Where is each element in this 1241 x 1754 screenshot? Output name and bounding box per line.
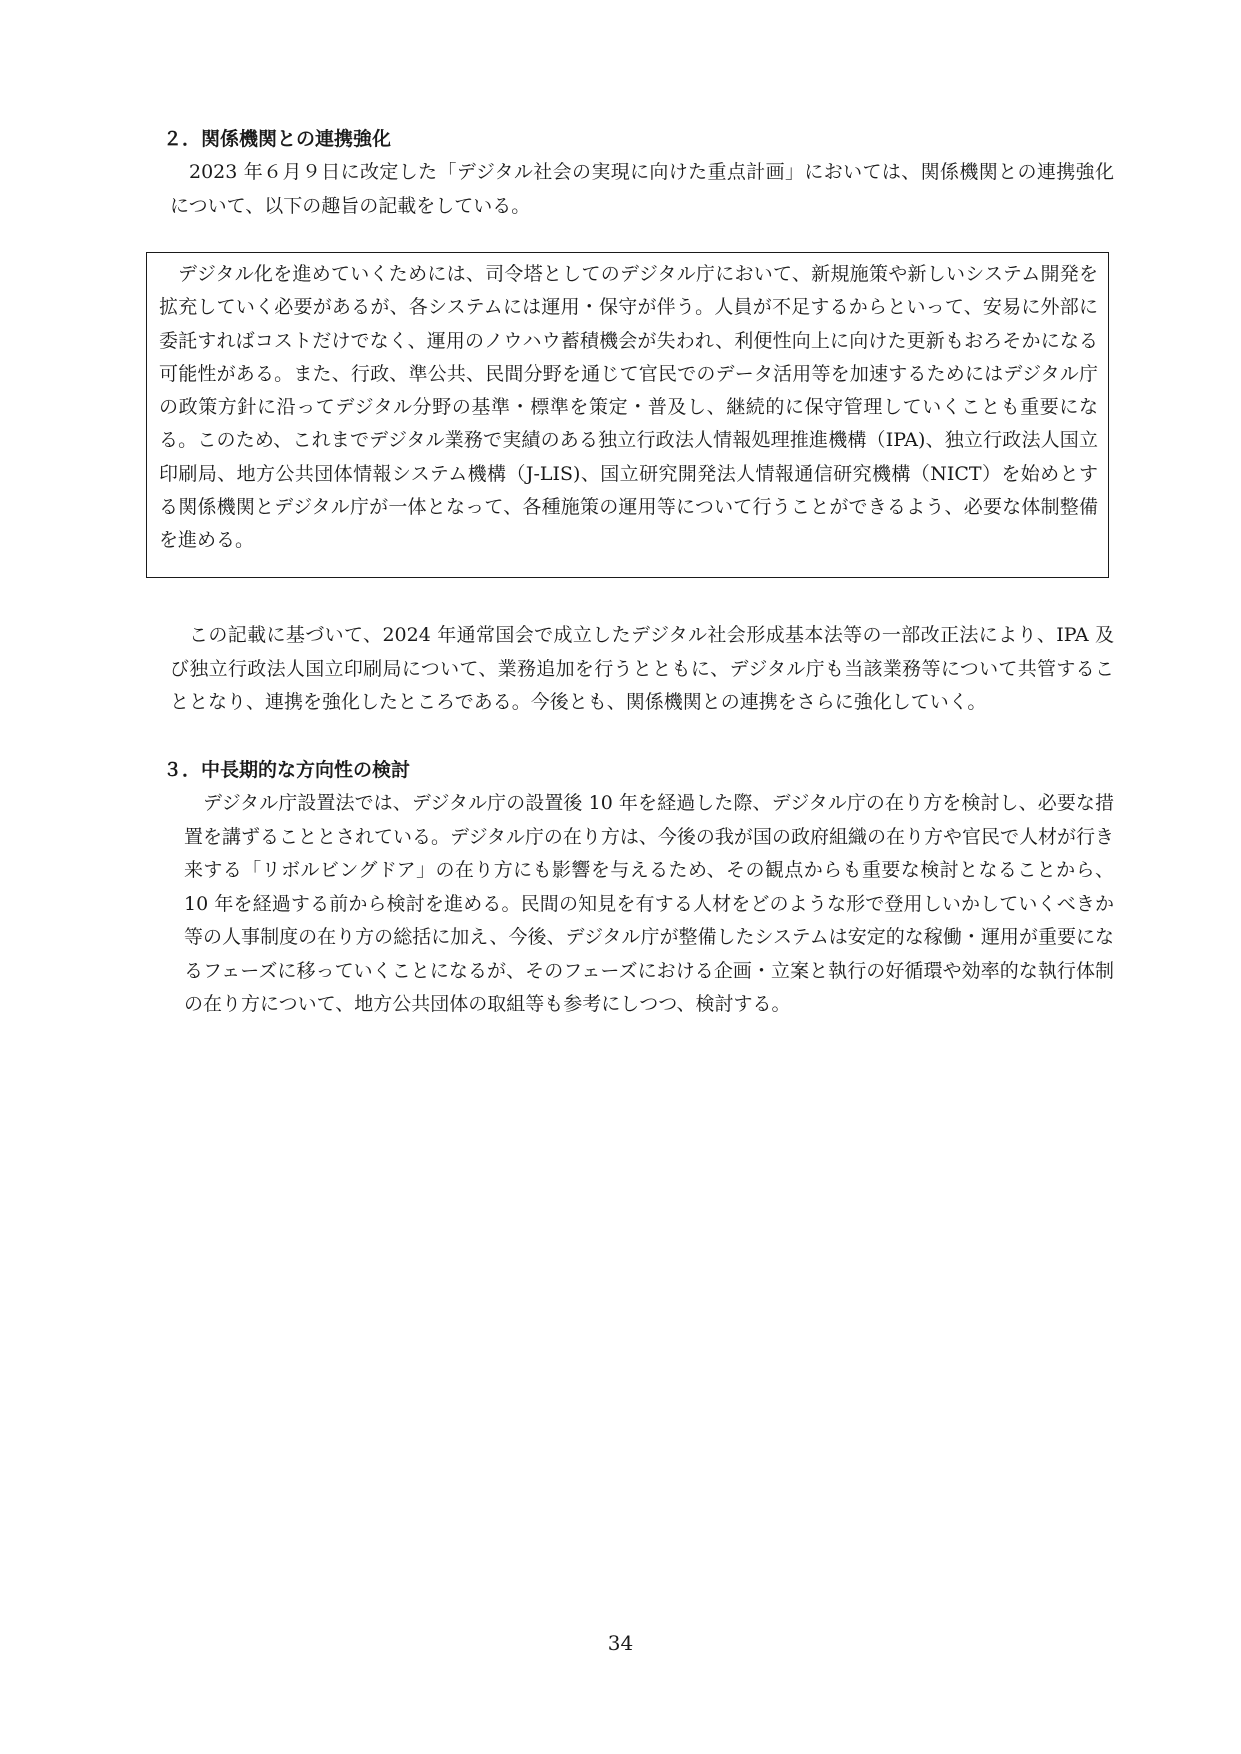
page-number: 34 <box>607 1631 634 1655</box>
section-3-body-paragraph: デジタル庁設置法では、デジタル庁の設置後 10 年を経過した際、デジタル庁の在り方を検討し、必要な措置を講ずることとされている。デジタル庁の在り方は、今後の我が国の政府組織の在り方や官民で人材が行き来する「リボルビングドア」の在り方にも影響を与えるため、その観点からも重要な検討となることから、10 年を経過する前から検討を進める。民間の知見を有する人材をどのような形で登用しいかしていくべきか等の人事制度の在り方の総括に加え、今後、デジタル庁が整備したシステムは安定的な稼働・運用が重要になるフェーズに移っていくことになるが、そのフェーズにおける企画・立案と執行の好循環や効率的な執行体制の在り方について、地方公共団体の取組等も参考にしつつ、検討する。 <box>184 792 1114 1015</box>
section-2-followup-paragraph: この記載に基づいて、2024 年通常国会で成立したデジタル社会形成基本法等の一部改正法により、IPA 及び独立行政法人国立印刷局について、業務追加を行うとともに、デジタル庁も当該業務等について共管することとなり、連携を強化したところである。今後とも、関係機関との連携をさらに強化していく。 <box>170 624 1114 713</box>
section-3-heading: ３．中長期的な方向性の検討 <box>163 759 411 781</box>
quoted-text-box <box>146 252 1109 578</box>
quoted-text: デジタル化を進めていくためには、司令塔としてのデジタル庁において、新規施策や新しいシステム開発を拡充していく必要があるが、各システムには運用・保守が伴う。人員が不足するからといって、安易に外部に委託すればコストだけでなく、運用のノウハウ蓄積機会が失われ、利便性向上に向けた更新もおろそかになる可能性がある。また、行政、準公共、民間分野を通じて官民でのデータ活用等を加速するためにはデジタル庁の政策方針に沿ってデジタル分野の基準・標準を策定・普及し、継続的に保守管理していくことも重要になる。このため、これまでデジタル業務で実績のある独立行政法人情報処理推進機構（IPA)、独立行政法人国立印刷局、地方公共団体情報システム機構（J-LIS)、国立研究開発法人情報通信研究機構（NICT）を始めとする関係機関とデジタル庁が一体となって、各種施策の運用等について行うことができるよう、必要な体制整備を進める。 <box>159 263 1098 552</box>
section-2-intro-paragraph: 2023 年６月９日に改定した「デジタル社会の実現に向けた重点計画」においては、関係機関との連携強化について、以下の趣旨の記載をしている。 <box>170 161 1114 217</box>
section-2-heading: ２．関係機関との連携強化 <box>163 128 392 150</box>
